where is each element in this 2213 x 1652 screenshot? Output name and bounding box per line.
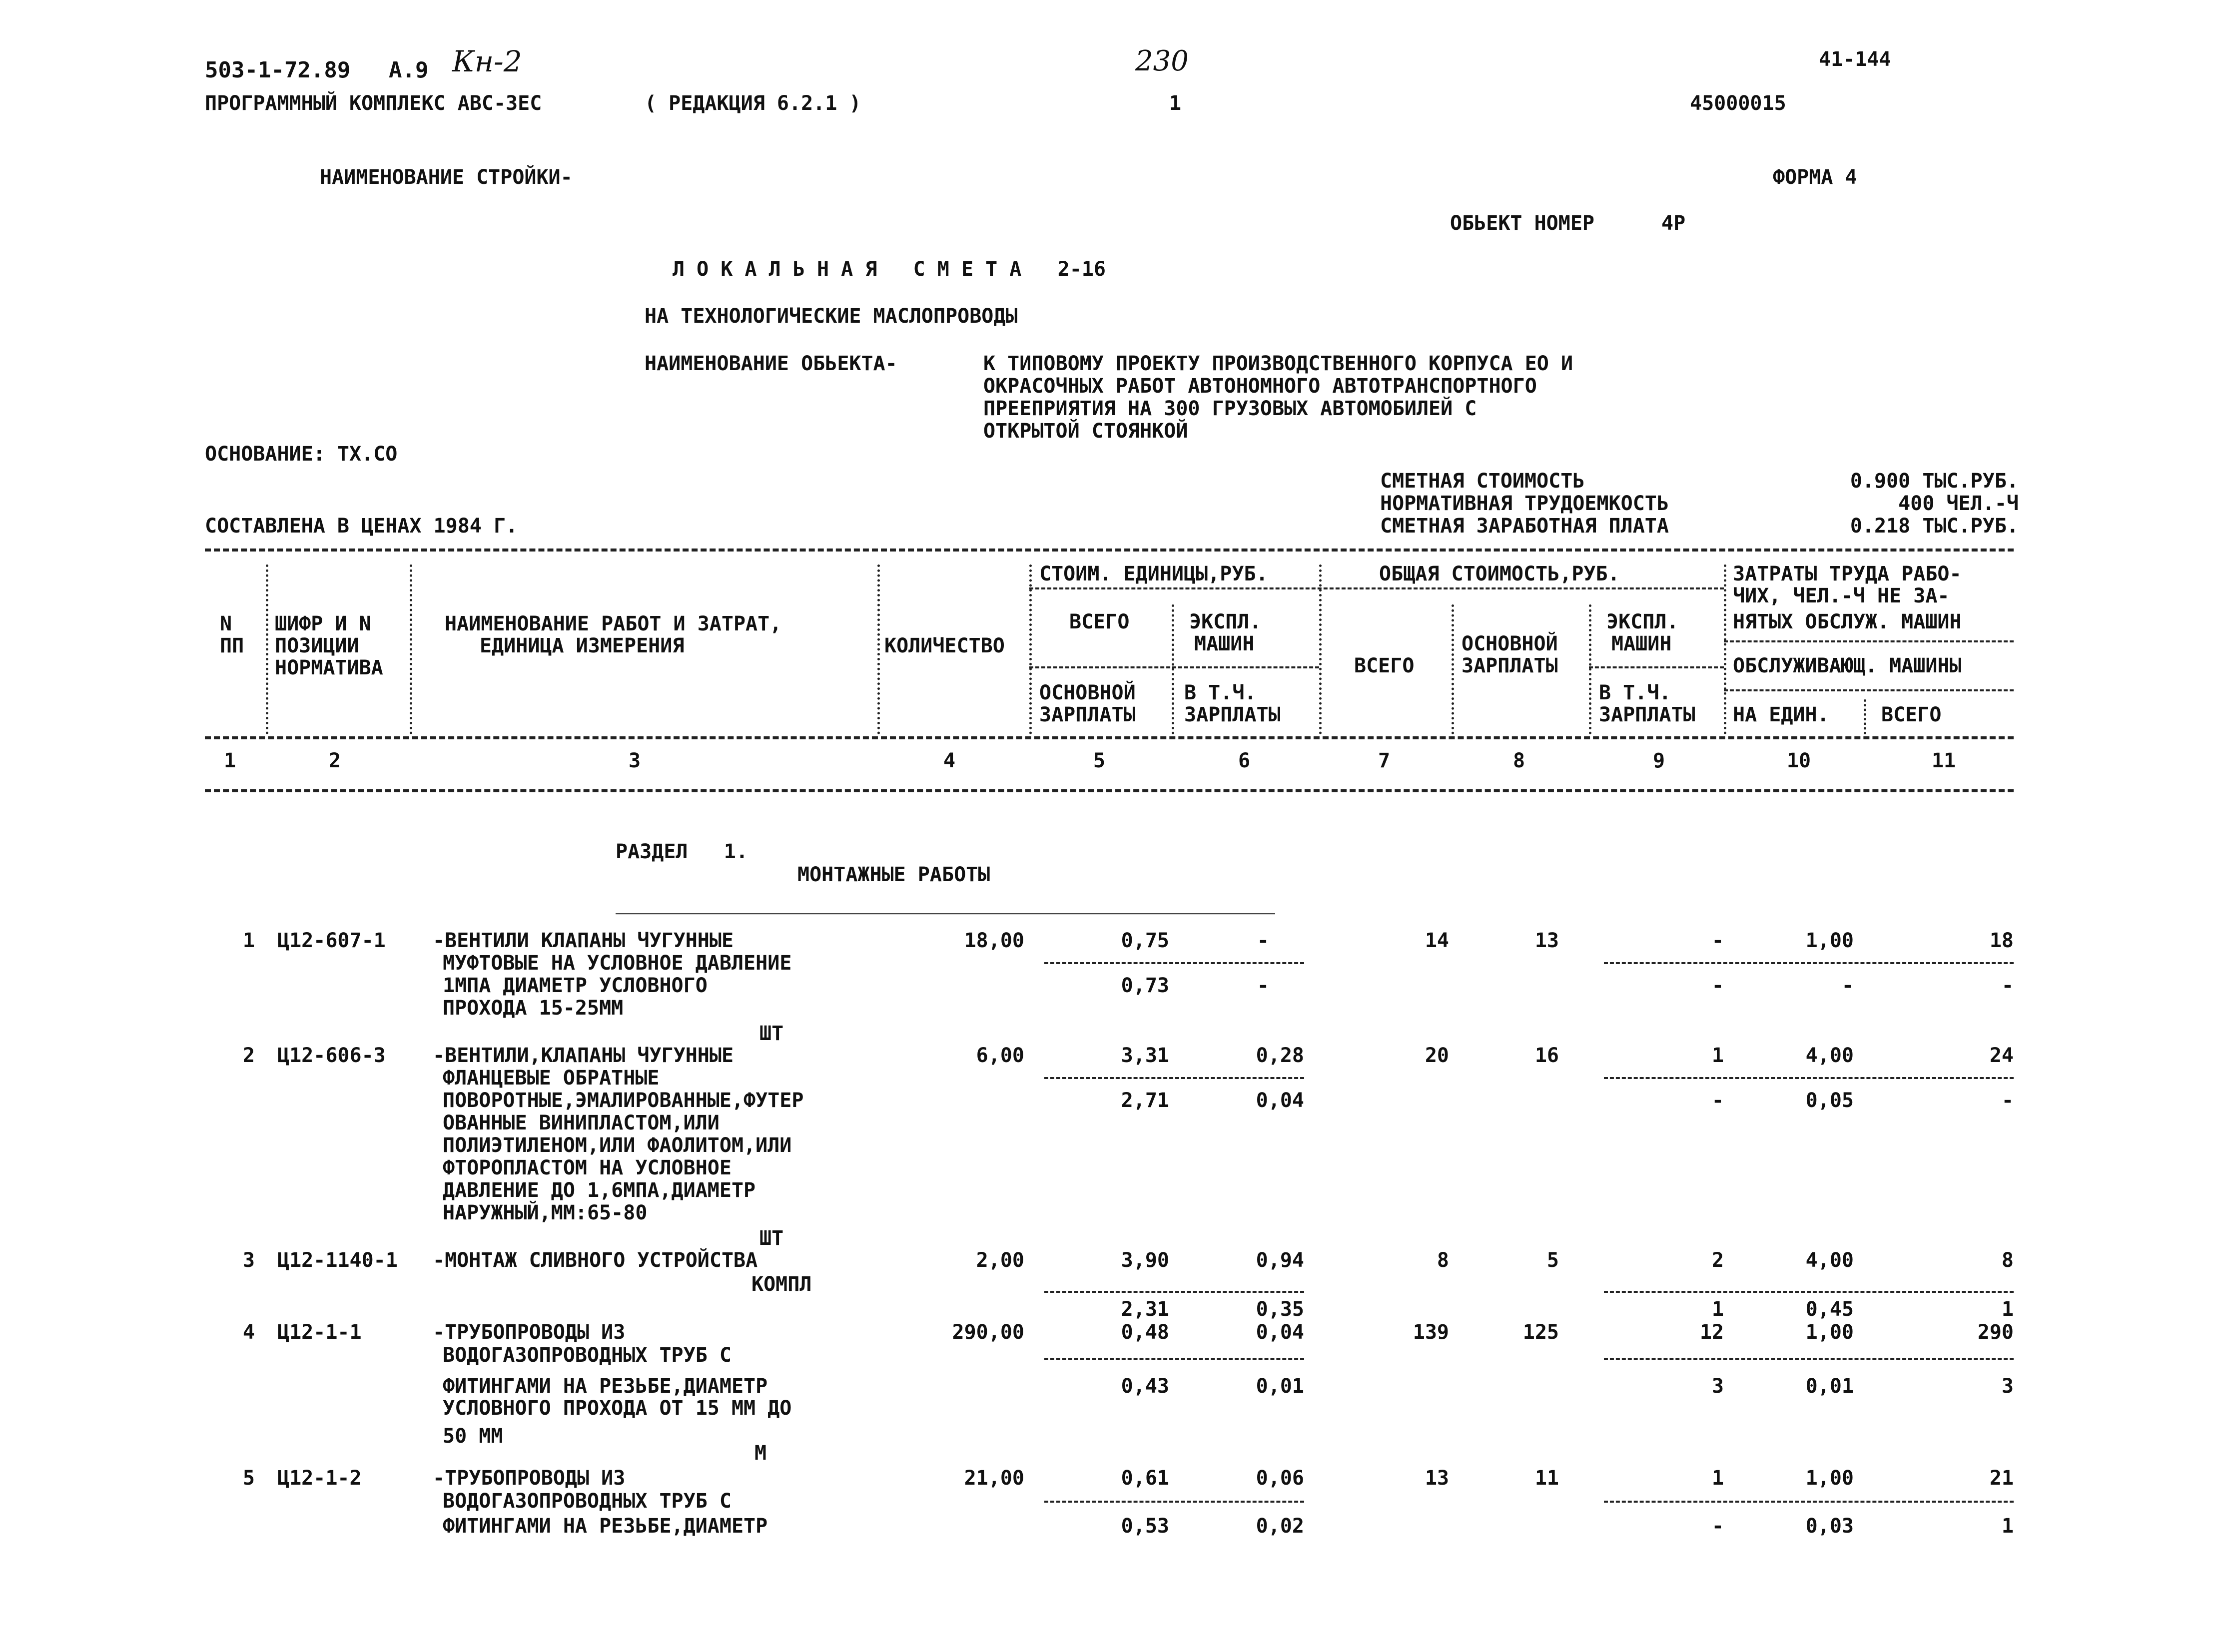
row-unit-incl: 0,04	[1256, 1089, 1304, 1112]
row-unit-total: 0,48	[1121, 1321, 1169, 1344]
row-sub-rule	[1044, 1077, 1304, 1079]
row-text: УСЛОВНОГО ПРОХОДА ОТ 15 ММ ДО	[443, 1397, 792, 1420]
hdr-unit-cost: СТОИМ. ЕДИНИЦЫ,РУБ.	[1039, 562, 1268, 585]
col-number: 9	[1652, 749, 1665, 772]
col-divider	[1864, 699, 1866, 734]
row-labor-total-b: 3	[2001, 1375, 2014, 1398]
header-top-rule	[205, 549, 2014, 551]
hdr-labor-sub: ОБСЛУЖИВАЮЩ. МАШИНЫ	[1733, 654, 1962, 677]
estimate-title: Л О К А Л Ь Н А Я С М Е Т А 2-16	[673, 258, 1106, 281]
row-total-wage: 11	[1534, 1467, 1559, 1490]
row-unit-wage: 0,43	[1121, 1375, 1169, 1398]
col-divider	[877, 564, 880, 734]
row-qty: 290,00	[952, 1321, 1024, 1344]
row-labor-unit: 1,00	[1805, 1321, 1854, 1344]
summary-label: СМЕТНАЯ ЗАРАБОТНАЯ ПЛАТА	[1380, 515, 1669, 538]
hdr-labor-total: ВСЕГО	[1881, 703, 1942, 726]
row-unit-total: 0,75	[1121, 929, 1169, 952]
row-code: Ц12-607-1	[277, 929, 386, 952]
row-text: ФИТИНГАМИ НА РЕЗЬБЕ,ДИАМЕТР	[443, 1515, 768, 1538]
row-text: -ВЕНТИЛИ КЛАПАНЫ ЧУГУННЫЕ	[433, 929, 734, 952]
row-text: -ВЕНТИЛИ,КЛАПАНЫ ЧУГУННЫЕ	[433, 1044, 734, 1067]
hdr-col2: ПОЗИЦИИ	[275, 634, 359, 657]
summary-value: 400 ЧЕЛ.-Ч	[1898, 492, 2019, 515]
row-unit-wage: 0,53	[1121, 1515, 1169, 1538]
hdr-col1: N	[220, 612, 232, 635]
row-qty: 6,00	[976, 1044, 1024, 1067]
row-text: ПОВОРОТНЫЕ,ЭМАЛИРОВАННЫЕ,ФУТЕР	[443, 1089, 804, 1112]
col-number: 1	[223, 749, 236, 772]
header-bottom-rule	[205, 736, 2014, 739]
hdr-unit-total: ВСЕГО	[1069, 610, 1130, 633]
row-unit-incl: 0,35	[1256, 1298, 1304, 1321]
page-index: 1	[1169, 92, 1182, 115]
row-total-incl: -	[1711, 974, 1724, 997]
row-sub-rule	[1604, 1077, 2014, 1079]
row-text: ФЛАНЦЕВЫЕ ОБРАТНЫЕ	[443, 1067, 660, 1090]
summary-value: 0.900 ТЫС.РУБ.	[1850, 470, 2019, 493]
row-labor-unit-b: -	[1841, 974, 1854, 997]
row-text: ДАВЛЕНИЕ ДО 1,6МПА,ДИАМЕТР	[443, 1179, 756, 1202]
object-name-line: К ТИПОВОМУ ПРОЕКТУ ПРОИЗВОДСТВЕННОГО КОРПУСА ЕО И	[983, 352, 1573, 375]
row-total-mach: 1	[1711, 1467, 1724, 1490]
row-unit-mach: -	[1257, 929, 1269, 952]
col-number: 5	[1093, 749, 1106, 772]
header-sub-rule	[1724, 689, 2014, 691]
hdr-col2: ШИФР И N	[275, 612, 371, 635]
row-sub-rule	[1044, 1358, 1304, 1360]
object-number: 4Р	[1661, 212, 1686, 235]
section-name: МОНТАЖНЫЕ РАБОТЫ	[797, 863, 990, 886]
row-code: Ц12-606-3	[277, 1044, 386, 1067]
col-divider	[266, 564, 268, 734]
hdr-total-incl: В Т.Ч.	[1599, 681, 1671, 704]
row-text: ВОДОГАЗОПРОВОДНЫХ ТРУБ С	[443, 1490, 732, 1513]
hdr-col3: НАИМЕНОВАНИЕ РАБОТ И ЗАТРАТ,	[445, 612, 782, 635]
summary-label: НОРМАТИВНАЯ ТРУДОЕМКОСТЬ	[1380, 492, 1669, 515]
hdr-labor: ЧИХ, ЧЕЛ.-Ч НЕ ЗА-	[1733, 584, 1950, 607]
basis: ОСНОВАНИЕ: ТХ.СО	[205, 443, 398, 466]
col-number: 2	[328, 749, 341, 772]
hdr-total-mach: МАШИН	[1611, 632, 1672, 655]
row-unit: ШТ	[759, 1022, 784, 1045]
row-total: 8	[1437, 1249, 1449, 1272]
row-total: 20	[1425, 1044, 1449, 1067]
col-divider	[410, 564, 412, 734]
row-number: 4	[242, 1321, 255, 1344]
row-unit-incl: 0,01	[1256, 1375, 1304, 1398]
row-total-wage: 16	[1534, 1044, 1559, 1067]
col-divider	[1589, 604, 1591, 734]
row-sub-rule	[1604, 1358, 2014, 1360]
col-divider	[1452, 604, 1454, 734]
row-total: 139	[1413, 1321, 1449, 1344]
row-text: ВОДОГАЗОПРОВОДНЫХ ТРУБ С	[443, 1344, 732, 1367]
row-text: ОВАННЫЕ ВИНИПЛАСТОМ,ИЛИ	[443, 1111, 720, 1134]
row-labor-unit-b: 0,05	[1805, 1089, 1854, 1112]
summary-label: СМЕТНАЯ СТОИМОСТЬ	[1380, 470, 1585, 493]
row-total-incl: -	[1711, 1089, 1724, 1112]
construction-name-label: НАИМЕНОВАНИЕ СТРОЙКИ-	[320, 166, 573, 189]
col-divider	[1724, 564, 1726, 734]
row-text: -ТРУБОПРОВОДЫ ИЗ	[433, 1467, 626, 1490]
header-sub-rule	[1724, 640, 2014, 642]
row-unit-wage: 2,31	[1121, 1298, 1169, 1321]
hdr-col1: ПП	[220, 634, 244, 657]
doc-number: 45000015	[1690, 92, 1786, 115]
row-text: ПОЛИЭТИЛЕНОМ,ИЛИ ФАОЛИТОМ,ИЛИ	[443, 1134, 792, 1157]
row-sub-rule	[1604, 962, 2014, 964]
hdr-col4: КОЛИЧЕСТВО	[884, 634, 1005, 657]
object-name-line: ПРЕЕПРИЯТИЯ НА 300 ГРУЗОВЫХ АВТОМОБИЛЕЙ С	[983, 397, 1477, 420]
hdr-unit-wage: ОСНОВНОЙ	[1039, 681, 1136, 704]
row-total-wage: 13	[1534, 929, 1559, 952]
row-total: 14	[1425, 929, 1449, 952]
row-unit-mach: 0,06	[1256, 1467, 1304, 1490]
row-unit-wage: 2,71	[1121, 1089, 1169, 1112]
hdr-total-cost: ОБЩАЯ СТОИМОСТЬ,РУБ.	[1379, 562, 1620, 585]
row-unit-total: 3,31	[1121, 1044, 1169, 1067]
hdr-unit-wage: ЗАРПЛАТЫ	[1039, 703, 1136, 726]
row-total: 13	[1425, 1467, 1449, 1490]
row-labor-total: 21	[1989, 1467, 2014, 1490]
hdr-unit-mach: ЭКСПЛ.	[1189, 610, 1262, 633]
row-unit: КОМПЛ	[751, 1273, 812, 1296]
hdr-unit-mach: МАШИН	[1194, 632, 1255, 655]
row-unit-total: 0,61	[1121, 1467, 1169, 1490]
row-code: Ц12-1-2	[277, 1467, 362, 1490]
row-total-incl: 1	[1711, 1298, 1724, 1321]
row-unit-incl: -	[1257, 974, 1269, 997]
row-sub-rule	[1044, 1501, 1304, 1503]
estimate-subtitle: НА ТЕХНОЛОГИЧЕСКИЕ МАСЛОПРОВОДЫ	[645, 305, 1018, 328]
row-text: ФИТИНГАМИ НА РЕЗЬБЕ,ДИАМЕТР	[443, 1375, 768, 1398]
row-text: 50 ММ	[443, 1425, 503, 1448]
row-labor-total-b: 1	[2001, 1298, 2014, 1321]
row-qty: 21,00	[964, 1467, 1024, 1490]
album-label: А.9	[389, 57, 429, 83]
row-labor-unit: 4,00	[1805, 1044, 1854, 1067]
row-labor-total: 290	[1977, 1321, 2014, 1344]
row-sub-rule	[1044, 962, 1304, 964]
section-label: РАЗДЕЛ 1.	[616, 840, 748, 863]
row-sub-rule	[1604, 1291, 2014, 1293]
hdr-col2: НОРМАТИВА	[275, 656, 383, 679]
row-labor-unit-b: 0,01	[1805, 1375, 1854, 1398]
row-text: МУФТОВЫЕ НА УСЛОВНОЕ ДАВЛЕНИЕ	[443, 952, 792, 975]
col-number: 3	[628, 749, 641, 772]
row-code: Ц12-1140-1	[277, 1249, 398, 1272]
row-number: 3	[242, 1249, 255, 1272]
col-number: 8	[1512, 749, 1525, 772]
row-total-mach: 12	[1699, 1321, 1724, 1344]
hdr-unit-incl: ЗАРПЛАТЫ	[1184, 703, 1281, 726]
row-labor-unit: 1,00	[1805, 929, 1854, 952]
row-text: -ТРУБОПРОВОДЫ ИЗ	[433, 1321, 626, 1344]
row-text: НАРУЖНЫЙ,ММ:65-80	[443, 1201, 648, 1224]
row-number: 5	[242, 1467, 255, 1490]
hdr-total-wage: ЗАРПЛАТЫ	[1462, 654, 1558, 677]
hdr-total-incl: ЗАРПЛАТЫ	[1599, 703, 1695, 726]
row-number: 2	[242, 1044, 255, 1067]
summary-value: 0.218 ТЫС.РУБ.	[1850, 515, 2019, 538]
row-unit-wage: 0,73	[1121, 974, 1169, 997]
hdr-labor: ЗАТРАТЫ ТРУДА РАБО-	[1733, 562, 1962, 585]
header-sub-rule	[1589, 666, 1724, 668]
object-name-label: НАИМЕНОВАНИЕ ОБЬЕКТА-	[645, 352, 897, 375]
row-total-mach: 1	[1711, 1044, 1724, 1067]
row-labor-unit-b: 0,45	[1805, 1298, 1854, 1321]
row-labor-unit: 1,00	[1805, 1467, 1854, 1490]
row-total-incl: -	[1711, 1515, 1724, 1538]
col-number: 11	[1931, 749, 1956, 772]
row-qty: 18,00	[964, 929, 1024, 952]
row-text: ПРОХОДА 15-25ММ	[443, 997, 624, 1020]
row-qty: 2,00	[976, 1249, 1024, 1272]
row-total-wage: 125	[1522, 1321, 1559, 1344]
header-sub-rule	[1029, 587, 1724, 589]
col-number: 7	[1378, 749, 1391, 772]
section-underline	[616, 913, 1275, 918]
row-total-mach: -	[1711, 929, 1724, 952]
row-sub-rule	[1604, 1501, 2014, 1503]
row-code: Ц12-1-1	[277, 1321, 362, 1344]
col-number: 6	[1238, 749, 1251, 772]
row-labor-unit-b: 0,03	[1805, 1515, 1854, 1538]
book-handwritten: Кн-2	[452, 44, 522, 78]
col-divider	[1029, 564, 1032, 734]
page-number-handwritten: 230	[1135, 45, 1189, 77]
row-text: 1МПА ДИАМЕТР УСЛОВНОГО	[443, 974, 708, 997]
hdr-unit-incl: В Т.Ч.	[1184, 681, 1257, 704]
col-number: 4	[943, 749, 956, 772]
column-numbers-rule	[205, 789, 2014, 792]
row-unit: М	[754, 1442, 767, 1465]
row-unit: ШТ	[759, 1227, 784, 1250]
row-number: 1	[242, 929, 255, 952]
hdr-total-wage: ОСНОВНОЙ	[1462, 632, 1558, 655]
header-sub-rule	[1029, 666, 1319, 668]
row-labor-total-b: 1	[2001, 1515, 2014, 1538]
row-total-incl: 3	[1711, 1375, 1724, 1398]
col-divider	[1172, 604, 1174, 734]
row-unit-mach: 0,04	[1256, 1321, 1304, 1344]
row-unit-mach: 0,28	[1256, 1044, 1304, 1067]
row-total-mach: 2	[1711, 1249, 1724, 1272]
sheet-code: 41-144	[1819, 48, 1891, 71]
row-labor-total-b: -	[2001, 1089, 2014, 1112]
row-labor-total: 24	[1989, 1044, 2014, 1067]
hdr-labor-unit: НА ЕДИН.	[1733, 703, 1829, 726]
object-name-line: ОТКРЫТОЙ СТОЯНКОЙ	[983, 420, 1188, 443]
row-text: ФТОРОПЛАСТОМ НА УСЛОВНОЕ	[443, 1156, 732, 1179]
object-number-label: ОБЬЕКТ НОМЕР	[1450, 212, 1594, 235]
row-labor-total: 18	[1989, 929, 2014, 952]
price-basis: СОСТАВЛЕНА В ЦЕНАХ 1984 Г.	[205, 515, 518, 538]
project-code: 503-1-72.89	[205, 57, 351, 83]
col-divider	[1319, 564, 1322, 734]
software-name: ПРОГРАММНЫЙ КОМПЛЕКС АВС-3ЕС	[205, 92, 542, 115]
object-name-line: ОКРАСОЧНЫХ РАБОТ АВТОНОМНОГО АВТОТРАНСПОРТНОГО	[983, 375, 1537, 398]
row-total-wage: 5	[1546, 1249, 1559, 1272]
hdr-labor: НЯТЫХ ОБСЛУЖ. МАШИН	[1733, 610, 1962, 633]
col-number: 10	[1786, 749, 1811, 772]
row-labor-total: 8	[2001, 1249, 2014, 1272]
software-edition: ( РЕДАКЦИЯ 6.2.1 )	[645, 92, 861, 115]
row-unit-incl: 0,02	[1256, 1515, 1304, 1538]
form-label: ФОРМА 4	[1773, 166, 1857, 189]
hdr-total-mach: ЭКСПЛ.	[1606, 610, 1679, 633]
row-labor-total-b: -	[2001, 974, 2014, 997]
row-unit-total: 3,90	[1121, 1249, 1169, 1272]
hdr-col3: ЕДИНИЦА ИЗМЕРЕНИЯ	[480, 634, 685, 657]
row-unit-mach: 0,94	[1256, 1249, 1304, 1272]
row-labor-unit: 4,00	[1805, 1249, 1854, 1272]
row-sub-rule	[1044, 1291, 1304, 1293]
hdr-total-all: ВСЕГО	[1354, 654, 1415, 677]
row-text: -МОНТАЖ СЛИВНОГО УСТРОЙСТВА	[433, 1249, 758, 1272]
